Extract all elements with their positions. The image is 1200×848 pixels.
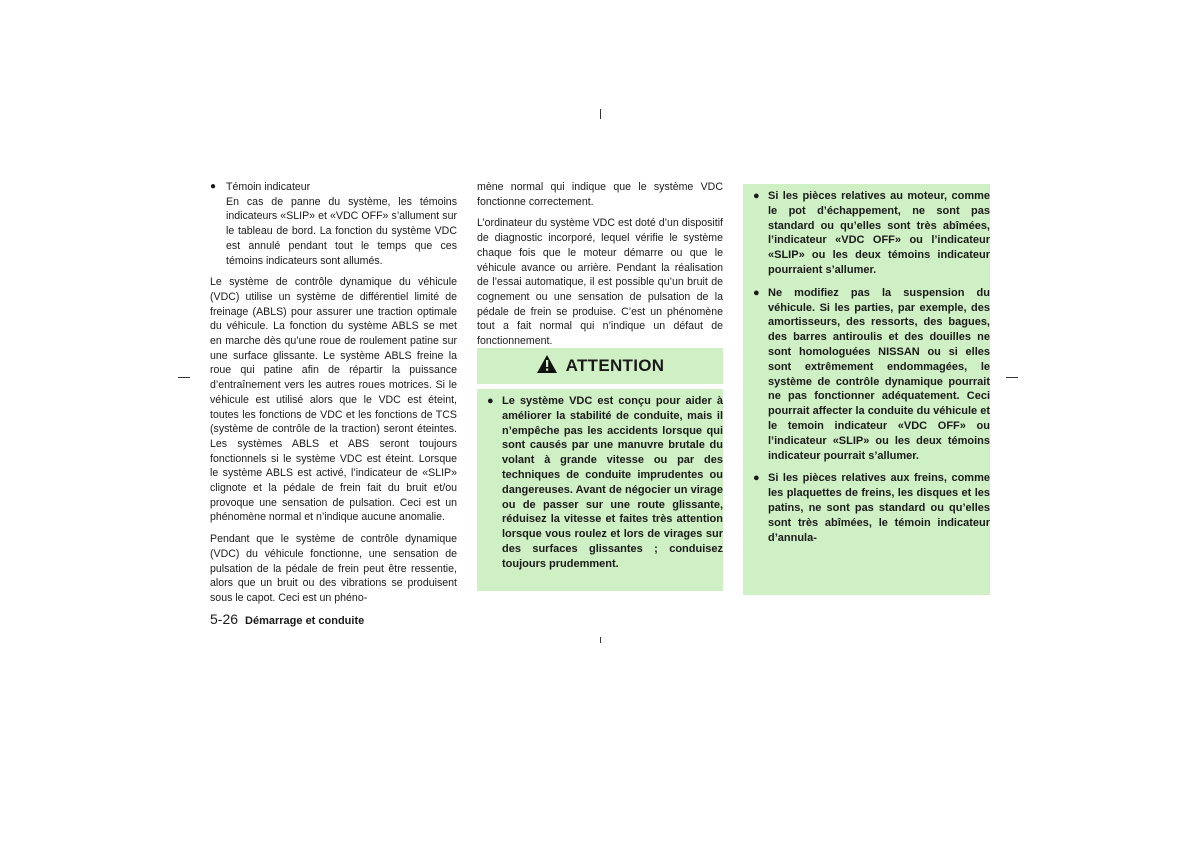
paragraph-diagnostic: L’ordinateur du système VDC est doté d’un dispositif de diagnostic incorporé, lequel vérifie le système chaque fois que le moteur démarre ou que le véhicule avance ou arrière. Pendant la réalisation de l’essai automatique, il est possible qu’un bruit de cognement ou une sensation de pulsation de la pédale de frein se produise. C’est un phénomène tout a fait normal qui n’indique un défaut de fonctionnement.: [477, 217, 723, 348]
bullet-dot: ●: [753, 472, 760, 485]
page-footer: [210, 611, 364, 627]
warning-triangle-icon: [536, 354, 558, 379]
section-title: Démarrage et conduite: [245, 615, 365, 627]
bullet-title: Témoin indicateur: [226, 181, 311, 193]
attention-text: Le système VDC est conçu pour aider à améliorer la stabilité de conduite, mais il n’empêche pas les accidents lorsque qui sont causés par une manuvre brutale du volant à grande vitesse ou par des techniques de conduite imprudentes ou dangereuses. Avant de négocier un virage ou de passer sur une route glissante, réduisez la vitesse et faites très attention lorsque vous roulez et lors de virages sur des surfaces glissantes ; conduisez toujours prudemment.: [502, 395, 723, 570]
attention-bullet: [477, 394, 723, 572]
indicator-bullet: [210, 180, 457, 268]
caution-box: [743, 184, 990, 595]
page-number: 5-26: [210, 611, 239, 627]
attention-header: [477, 348, 723, 384]
caution-text: Si les pièces relatives au moteur, comme le pot d’échappement, ne sont pas standard ou qu’elles sont très abîmées, l’indicateur «VDC OFF» ou l’indicateur «SLIP» ou les deux témoins indicateur pourraient s’allumer.: [768, 190, 990, 276]
caution-text: Ne modifiez pas la suspension du véhicule. Si les parties, par exemple, des amortisseurs, des ressorts, des bagues, des barres antiroulis et des douilles ne sont homologuées NISSAN ou si elles sont extrêmement endommagées, le système de contrôle dynamique pourrait ne pas fonctionner adéquatement. Ceci pourrait affecter la conduite du véhicule et le temoin indicateur «VDC OFF» ou l’indicateur «SLIP» ou les deux témoins indicateur pourrait s’allumer.: [768, 286, 990, 462]
bullet-dot: ●: [210, 181, 217, 192]
bullet-dot: ●: [487, 395, 494, 407]
bullet-text: En cas de panne du système, les témoins indicateurs «SLIP» et «VDC OFF» s’allument sur le tableau de bord. La fonction du système VDC est annulé pendant tout le temps que ces témoins indicateurs sont allumés.: [226, 195, 457, 267]
attention-title: ATTENTION: [565, 356, 665, 375]
caution-text: Si les pièces relatives aux freins, comme les plaquettes de freins, les disques et les patins, ne sont pas standard ou qu’elles sont très abîmées, le témoin indicateur d’annula-: [768, 472, 990, 544]
crop-mark-top: [600, 109, 601, 119]
bullet-dot: ●: [753, 190, 760, 202]
paragraph-pulsation: Pendant que le système de contrôle dynamique (VDC) du véhicule fonctionne, une sensation de pulsation de la pédale de frein peut être ressentie, alors que un bruit ou des vibrations se produisent sous le capot. Ceci est un phéno-: [210, 533, 457, 604]
bullet-dot: ●: [753, 286, 760, 299]
middle-column: [477, 180, 723, 356]
crop-mark-bottom: [600, 637, 601, 643]
attention-body: [477, 389, 723, 591]
paragraph-abls: Le système de contrôle dynamique du véhicule (VDC) utilise un système de différentiel limité de freinage (ABLS) pour assurer une traction optimale du véhicule. La fonction du système ABLS se met en marche dès qu’une roue de roulement patine sur une surface glissante. Le système ABLS freine la roue qui patine afin de répartir la puissance d’entraînement vers les autres roues motrices. Si le véhicule est utilisé alors que le VDC est éteint, toutes les fonctions de VDC et les fonctions de TCS (système de contrôle de la traction) seront éteintes. Les systèmes ABLS et ABS seront toujours fonctionnels si le système VDC est éteint. Lorsque le système ABLS est activé, l’indicateur de «SLIP» clignote et la pédale de frein fait du bruit et/ou provoque une sensation de pulsation. Ceci est un phénomène normal et n’indique aucune anomalie.: [210, 276, 457, 524]
caution-item: [743, 189, 990, 278]
left-column: [210, 180, 457, 613]
crop-mark-right: [1006, 377, 1018, 378]
caution-item: [743, 471, 990, 545]
caution-item: [743, 286, 990, 464]
crop-mark-left: [178, 377, 190, 378]
paragraph-normal: mène normal qui indique que le système VDC fonctionne correctement.: [477, 181, 723, 208]
